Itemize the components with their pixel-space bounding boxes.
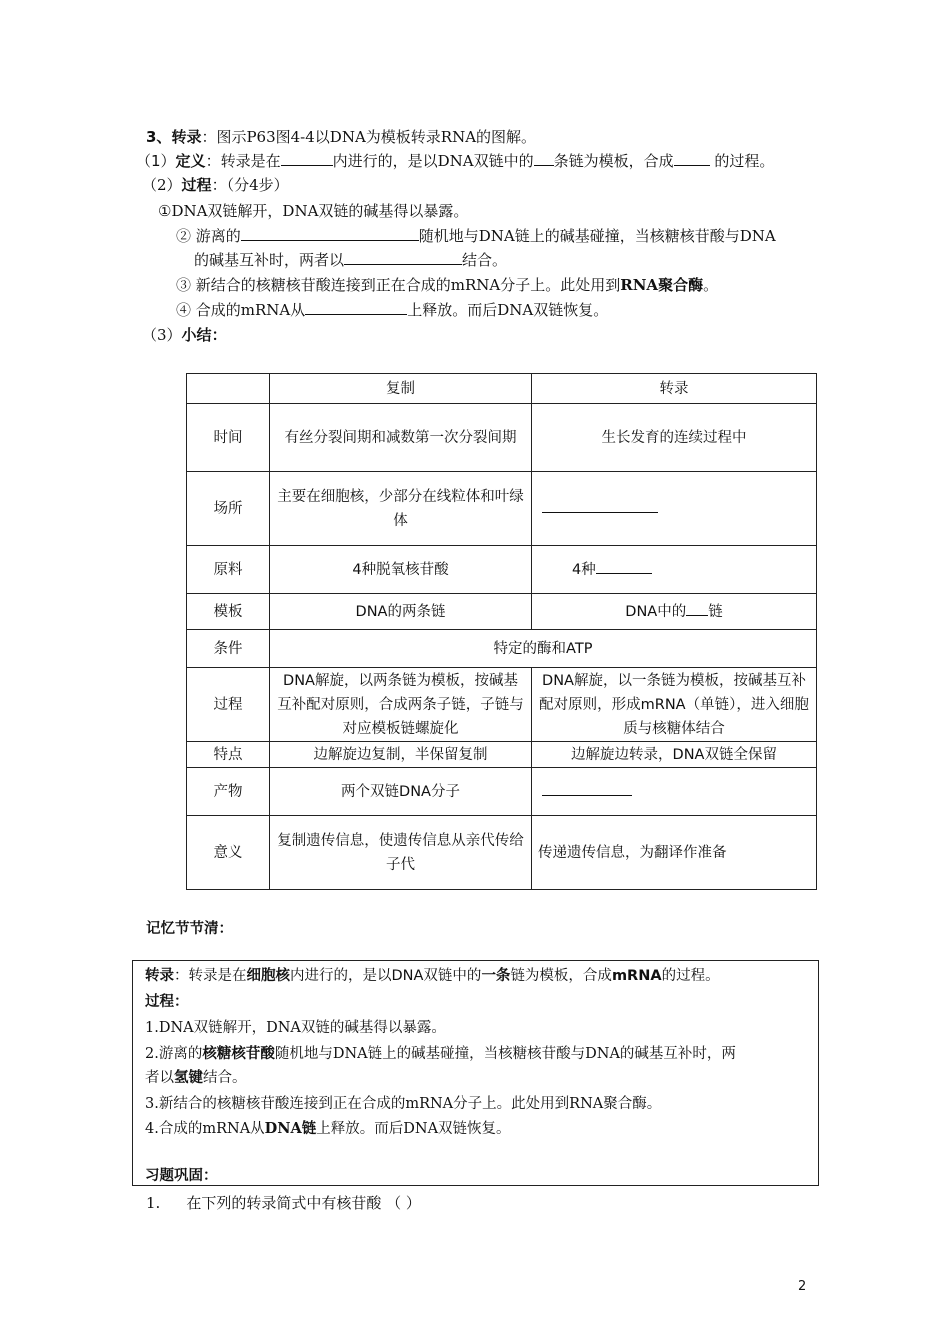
replication-cell: DNA的两条链 — [270, 594, 532, 630]
table-row — [187, 816, 817, 890]
memory-text: 随机地与DNA链上的碱基碰撞，当核糖核苷酸与DNA的碱基互补时，两 — [274, 1046, 736, 1062]
step-2-text-c: 的碱基互补时，两者以 — [194, 251, 345, 269]
blank-strand-count[interactable] — [534, 150, 554, 166]
replication-cell: 边解旋边复制，半保留复制 — [270, 742, 532, 768]
memory-text: 的过程。 — [661, 968, 720, 984]
transcription-cell — [532, 594, 817, 630]
memory-box — [132, 960, 819, 1186]
memory-term: 转录 — [145, 968, 174, 984]
transcription-cell — [532, 768, 817, 816]
step-1: ①DNA双链解开，DNA双链的碱基得以暴露。 — [158, 202, 469, 220]
transcription-text: 4种 — [572, 561, 596, 578]
step-3-text-c: 。 — [703, 276, 719, 294]
blank-template-strand[interactable] — [686, 600, 708, 616]
memory-title: 记忆节节清： — [146, 921, 233, 937]
memory-line-1 — [145, 965, 720, 987]
row-label: 场所 — [187, 472, 270, 546]
step-2 — [176, 225, 776, 247]
process-label: 过程 — [181, 176, 212, 194]
row-label: 特点 — [187, 742, 270, 768]
blank-product[interactable] — [674, 150, 710, 166]
memory-text: ：转录是在 — [174, 968, 247, 984]
step-3-text-a: ③ 新结合的核糖核苷酸连接到正在合成的mRNA分子上。此处用到 — [176, 276, 621, 294]
header-transcription: 转录 — [532, 374, 817, 404]
memory-text: 2.游离的 — [145, 1046, 203, 1062]
summary-number: （3） — [142, 326, 182, 344]
table-header-row — [187, 374, 817, 404]
transcription-cell: DNA解旋，以一条链为模板，按碱基互补配对原则，形成mRNA（单链），进入细胞质与核糖体结合 — [532, 668, 817, 742]
memory-keyword: 细胞核 — [246, 968, 290, 984]
memory-text: 上释放。而后DNA双链恢复。 — [316, 1121, 511, 1137]
transcription-text-a: DNA中的 — [625, 603, 687, 620]
row-label: 意义 — [187, 816, 270, 890]
step-2-text-a: ② 游离的 — [176, 227, 241, 245]
memory-text: 结合。 — [203, 1070, 247, 1086]
table-row — [187, 404, 817, 472]
memory-text: 链为模板，合成 — [510, 968, 612, 984]
exercise-title: 习题巩固： — [145, 1168, 218, 1184]
replication-cell: 两个双链DNA分子 — [270, 768, 532, 816]
blank-bond[interactable] — [344, 249, 462, 265]
table-row — [187, 668, 817, 742]
definition-line — [136, 150, 774, 172]
memory-keyword: DNA链 — [264, 1120, 317, 1137]
summary-colon: ： — [211, 326, 227, 344]
memory-line-4 — [145, 1043, 736, 1065]
row-label: 产物 — [187, 768, 270, 816]
step-4 — [176, 299, 608, 321]
memory-keyword: 核糖核苷酸 — [202, 1045, 275, 1062]
row-label: 模板 — [187, 594, 270, 630]
table-row — [187, 768, 817, 816]
table-row — [187, 472, 817, 546]
row-label: 时间 — [187, 404, 270, 472]
transcription-text-b: 链 — [708, 603, 723, 620]
step-4-text-b: 上释放。而后DNA双链恢复。 — [407, 301, 609, 319]
step-4-text-a: ④ 合成的mRNA从 — [176, 301, 306, 319]
row-label: 条件 — [187, 630, 270, 668]
memory-line-5 — [145, 1067, 247, 1089]
header-replication: 复制 — [270, 374, 532, 404]
row-label: 原料 — [187, 546, 270, 594]
definition-text-3: 条链为模板，合成 — [553, 152, 674, 170]
blank-free-molecule[interactable] — [241, 225, 419, 241]
transcription-cell: 边解旋边转录，DNA双链全保留 — [532, 742, 817, 768]
transcription-cell: 传递遗传信息，为翻译作准备 — [532, 816, 817, 890]
transcription-cell — [532, 546, 817, 594]
header-empty — [187, 374, 270, 404]
replication-cell: 主要在细胞核，少部分在线粒体和叶绿体 — [270, 472, 532, 546]
blank-location[interactable] — [281, 150, 333, 166]
memory-text: 4.合成的mRNA从 — [145, 1121, 265, 1137]
process-heading — [142, 174, 289, 196]
table-row — [187, 594, 817, 630]
memory-process-title: 过程： — [145, 994, 189, 1010]
table-row — [187, 630, 817, 668]
memory-line-6: 3.新结合的核糖核苷酸连接到正在合成的mRNA分子上。此处用到RNA聚合酶。 — [145, 1096, 662, 1112]
memory-keyword: 氢键 — [174, 1069, 203, 1086]
memory-text: 者以 — [145, 1070, 174, 1086]
blank-release-site[interactable] — [305, 299, 407, 315]
blank-product-cell[interactable] — [542, 780, 632, 796]
memory-keyword: 一条 — [481, 968, 511, 984]
memory-line-3: 1.DNA双链解开，DNA双链的碱基得以暴露。 — [145, 1020, 446, 1036]
definition-text-4: 的过程。 — [709, 152, 775, 170]
process-note: ：（分4步） — [211, 176, 289, 194]
memory-text: 内进行的，是以DNA双链中的 — [290, 968, 482, 984]
merged-cell: 特定的酶和ATP — [270, 630, 817, 668]
section-title-rest: ：图示P63图4-4以DNA为模板转录RNA的图解。 — [201, 128, 537, 146]
step-2-text-d: 结合。 — [462, 251, 508, 269]
question-1 — [146, 1192, 421, 1214]
section-heading — [146, 126, 536, 148]
blank-transcription-site[interactable] — [542, 497, 658, 513]
transcription-cell: 生长发育的连续过程中 — [532, 404, 817, 472]
step-3 — [176, 274, 718, 296]
summary-label: 小结 — [181, 326, 212, 344]
step-2-continued — [194, 249, 507, 271]
table-row — [187, 546, 817, 594]
section-title: 转录 — [171, 128, 202, 146]
section-number: 3、 — [146, 128, 172, 146]
definition-label: 定义 — [175, 152, 206, 170]
summary-heading — [142, 324, 227, 346]
question-text: 在下列的转录简式中有核苷酸 （ ） — [186, 1194, 421, 1212]
step-2-text-b: 随机地与DNA链上的碱基碰撞，当核糖核苷酸与DNA — [418, 227, 776, 245]
memory-keyword: mRNA — [611, 968, 662, 984]
comparison-table — [186, 373, 817, 890]
transcription-cell — [532, 472, 817, 546]
replication-cell: 4种脱氧核苷酸 — [270, 546, 532, 594]
replication-cell: 复制遗传信息，使遗传信息从亲代传给子代 — [270, 816, 532, 890]
replication-cell: DNA解旋，以两条链为模板，按碱基互补配对原则，合成两条子链，子链与对应模板链螺旋化 — [270, 668, 532, 742]
replication-cell: 有丝分裂间期和减数第一次分裂间期 — [270, 404, 532, 472]
page-number: 2 — [798, 1279, 807, 1294]
step-3-enzyme: RNA聚合酶 — [620, 276, 704, 294]
table-row — [187, 742, 817, 768]
question-number: 1. — [146, 1194, 161, 1212]
definition-text-1: ：转录是在 — [205, 152, 281, 170]
memory-line-7 — [145, 1118, 511, 1140]
process-number: （2） — [142, 176, 182, 194]
blank-raw-material[interactable] — [596, 558, 652, 574]
definition-number: （1） — [136, 152, 176, 170]
definition-text-2: 内进行的，是以DNA双链中的 — [332, 152, 534, 170]
row-label: 过程 — [187, 668, 270, 742]
